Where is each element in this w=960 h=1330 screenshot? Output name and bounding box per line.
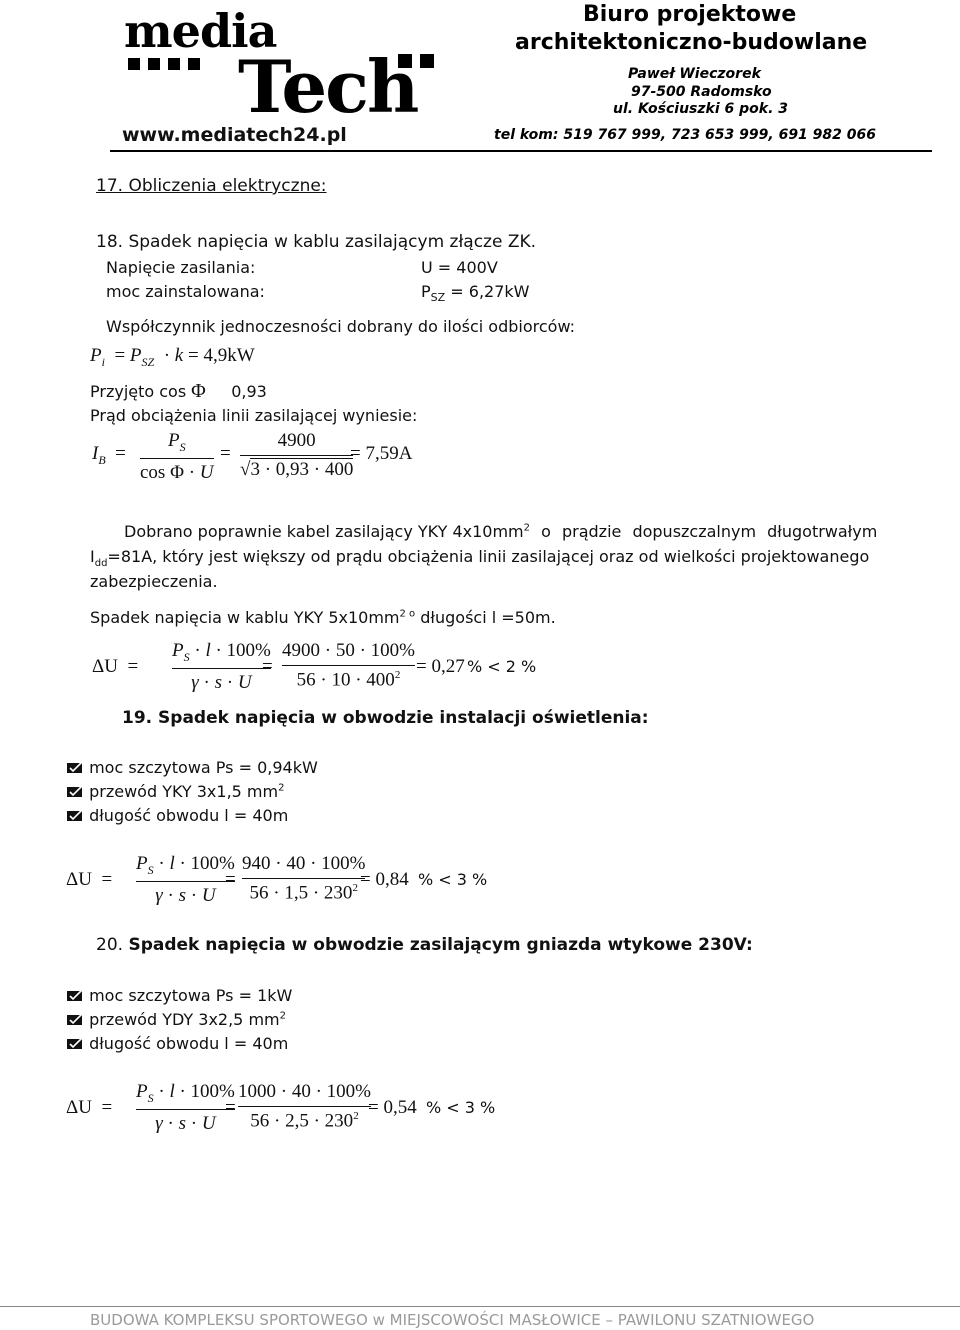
ib-symbol: $I_B$ =	[92, 443, 126, 467]
cos-phi-value: 0,93	[231, 382, 267, 401]
header-divider	[110, 150, 932, 152]
section-18-title: 18. Spadek napięcia w kablu zasilającym złącze ZK.	[96, 232, 537, 252]
du19-compare: % < 3 %	[418, 870, 488, 889]
list-item: moc szczytowa Ps = 0,94kW	[66, 758, 318, 777]
ib-result: = 7,59A	[350, 443, 413, 464]
company-street: ul. Kościuszki 6 pok. 3	[613, 101, 789, 117]
section-17-title: 17. Obliczenia elektryczne:	[96, 176, 327, 196]
checkmark-box-icon	[66, 1037, 84, 1050]
du20-compare: % < 3 %	[426, 1098, 496, 1117]
pi-formula: $P_i = P_{SZ} \cdot k = 4,9kW$	[90, 345, 255, 369]
installed-power-label: moc zainstalowana:	[106, 282, 265, 301]
du20-symbol: ΔU =	[66, 1097, 113, 1118]
simultaneity-coefficient-text: Współczynnik jednoczesności dobrany do ilości odbiorców:	[106, 317, 576, 336]
checkmark-box-icon	[66, 1013, 84, 1026]
load-current-text: Prąd obciążenia linii zasilającej wyniesie:	[90, 406, 418, 425]
du18-fraction-2: 4900 · 50 · 100% $56 \cdot 10 \cdot 400^2$	[282, 640, 415, 691]
du19-fraction-1: $P_S \cdot l \cdot 100\%$ γ · s · U	[136, 853, 235, 906]
checkmark-box-icon	[66, 785, 84, 798]
pi-formula-value: 4,9kW	[203, 345, 255, 366]
supply-voltage-value: U = 400V	[421, 258, 498, 277]
company-title-1: Biuro projektowe	[583, 2, 797, 27]
list-item: przewód YDY 3x2,5 $mm^2$	[66, 1010, 286, 1029]
du18-equals: =	[262, 656, 273, 677]
company-phones: tel kom: 519 767 999, 723 653 999, 691 982 066	[494, 127, 876, 143]
du19-equals: =	[225, 869, 236, 890]
checkmark-box-icon	[66, 989, 84, 1002]
du20-result: = 0,54	[368, 1097, 417, 1118]
cos-phi-line: Przyjęto cos Φ 0,93	[90, 380, 267, 402]
supply-voltage-label: Napięcie zasilania:	[106, 258, 256, 277]
list-item: długość obwodu l = 40m	[66, 806, 288, 825]
cable-selection-line1: Dobrano poprawnie kabel zasilający YKY $4x10mm^2$ o prądzie dopuszczalnym długotrwałym	[124, 522, 878, 541]
du19-fraction-2: 940 · 40 · 100% $56 \cdot 1,5 \cdot 230^2$	[242, 853, 366, 904]
du20-equals: =	[225, 1097, 236, 1118]
du18-result: = 0,27	[416, 656, 465, 677]
du18-symbol: ΔU =	[92, 656, 139, 677]
company-owner: Paweł Wieczorek	[628, 66, 761, 82]
checkmark-box-icon	[66, 761, 84, 774]
section-20-title: 20. Spadek napięcia w obwodzie zasilającym gniazda wtykowe 230V:	[96, 935, 753, 955]
du20-fraction-1: $P_S \cdot l \cdot 100\%$ γ · s · U	[136, 1081, 235, 1134]
du19-result: = 0,84	[360, 869, 409, 890]
footer-divider	[0, 1306, 960, 1307]
company-city: 97-500 Radomsko	[631, 84, 772, 100]
ib-fraction-2: 4900 √3 · 0,93 · 400	[240, 430, 354, 480]
logo-media-text: media	[124, 4, 277, 58]
du20-fraction-2: 1000 · 40 · 100% $56 \cdot 2,5 \cdot 230^2$	[238, 1081, 371, 1132]
list-item: długość obwodu l = 40m	[66, 1034, 288, 1053]
logo-tech-text: Tech	[238, 44, 418, 129]
section-19-title: 19. Spadek napięcia w obwodzie instalacji oświetlenia:	[122, 708, 649, 728]
installed-power-value: $P_{SZ} = 6,27kW$	[421, 282, 530, 305]
checkmark-box-icon	[66, 809, 84, 822]
du18-fraction-1: $P_S \cdot l \cdot 100\%$ γ · s · U	[172, 640, 271, 693]
footer-text: BUDOWA KOMPLEKSU SPORTOWEGO w MIEJSCOWOŚCI MASŁOWICE – PAWILONU SZATNIOWEGO	[90, 1311, 815, 1329]
du19-symbol: ΔU =	[66, 869, 113, 890]
ib-fraction-1: $P_S$ cos Φ · U	[140, 430, 214, 483]
website: www.mediatech24.pl	[122, 124, 347, 146]
du18-compare: % < 2 %	[467, 657, 537, 676]
list-item: moc szczytowa Ps = 1kW	[66, 986, 292, 1005]
cable-selection-line3: zabezpieczenia.	[90, 572, 218, 591]
ib-equals: =	[220, 443, 231, 464]
list-item: przewód YKY 3x1,5 $mm^2$	[66, 782, 284, 801]
company-title-2: architektoniczno-budowlane	[515, 30, 868, 55]
cable-selection-line2: $I_{dd}=81A$, który jest większy od prądu obciążenia linii zasilającej oraz od wielkości projektowanego	[90, 547, 870, 570]
voltage-drop-cable-text: Spadek napięcia w kablu YKY $5x10mm^{2 o}$ długości l =50m.	[90, 608, 556, 627]
